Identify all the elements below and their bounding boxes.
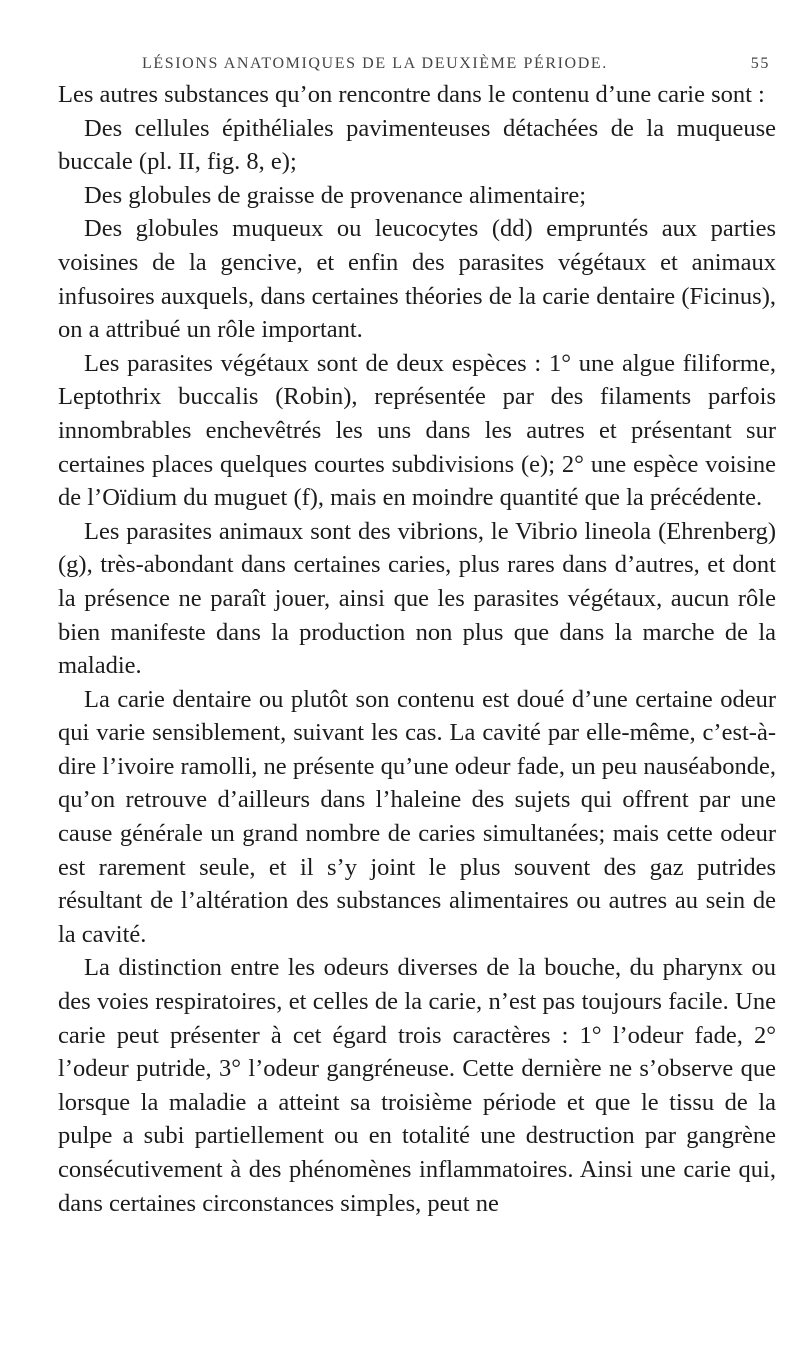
page-number: 55 xyxy=(750,55,770,72)
paragraph: Des globules muqueux ou leucocytes (dd) empruntés aux parties voisines de la gencive, et enfin des parasites végétaux et animaux infusoires auxquels, dans certaines théories de la carie dentaire (Ficinus), on a attribué un rôle important. xyxy=(58,215,776,344)
paragraph: Les parasites animaux sont des vibrions, le Vibrio lineola (Ehrenberg) (g), très-abondant dans certaines caries, plus rares dans d’autres, et dont la présence ne paraît jouer, ainsi que les parasites végétaux, aucun rôle bien manifeste dans la production non plus que dans la marche de la maladie. xyxy=(58,517,776,680)
paragraph: La carie dentaire ou plutôt son contenu est doué d’une certaine odeur qui varie sensiblement, suivant les cas. La cavité par elle-même, c’est-à-dire l’ivoire ramolli, ne présente qu’une odeur fade, un peu nauséabonde, qu’on retrouve d’ailleurs dans l’haleine des sujets qui offrent par une cause générale un grand nombre de caries simultanées; mais cette odeur est rarement seule, et il s’y joint le plus souvent des gaz putrides résultant de l’altération des substances alimentaires ou autres au sein de la cavité. xyxy=(58,685,776,948)
paragraph: Les parasites végétaux sont de deux espèces : 1° une algue filiforme, Leptothrix buccalis (Robin), représentée par des filaments parfois innombrables enchevêtrés les uns dans les autres et présentant sur certaines places quelques courtes subdivisions (e); 2° une espèce voisine de l’Oïdium du muguet (f), mais en moindre quantité que la précédente. xyxy=(58,349,776,512)
body-text xyxy=(58,78,776,1220)
running-title: LÉSIONS ANATOMIQUES DE LA DEUXIÈME PÉRIODE. xyxy=(142,55,608,72)
paragraph: Les autres substances qu’on rencontre dans le contenu d’une carie sont : xyxy=(58,81,765,108)
paragraph: La distinction entre les odeurs diverses de la bouche, du pharynx ou des voies respiratoires, et celles de la carie, n’est pas toujours facile. Une carie peut présenter à cet égard trois caractères : 1° l’odeur fade, 2° l’odeur putride, 3° l’odeur gangréneuse. Cette dernière ne s’observe que lorsque la maladie a atteint sa troisième période et que le tissu de la pulpe a subi partiellement ou en totalité une destruction par gangrène consécutivement à des phénomènes inflammatoires. Ainsi une carie qui, dans certaines circonstances simples, peut ne xyxy=(58,954,776,1217)
paragraph: Des cellules épithéliales pavimenteuses détachées de la muqueuse buccale (pl. II, fig. 8, e); xyxy=(58,114,776,176)
paragraph: Des globules de graisse de provenance alimentaire; xyxy=(84,181,587,209)
